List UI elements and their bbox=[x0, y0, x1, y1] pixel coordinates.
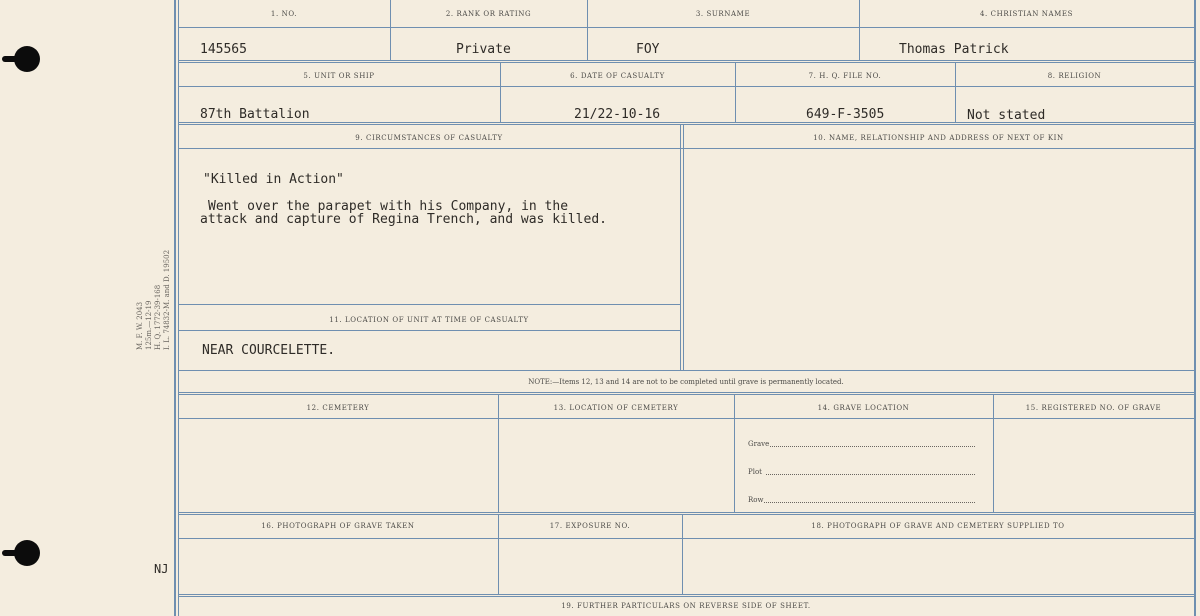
header-location: 11. LOCATION OF UNIT AT TIME OF CASUALTY bbox=[329, 316, 529, 324]
circumstances-line-3: attack and capture of Regina Trench, and was killed. bbox=[200, 212, 607, 227]
rule bbox=[178, 514, 1194, 515]
rule bbox=[178, 394, 1194, 395]
header-date: 6. DATE OF CASUALTY bbox=[570, 72, 665, 80]
header-religion: 8. RELIGION bbox=[1047, 72, 1102, 80]
row-label: Row bbox=[748, 496, 764, 504]
rule bbox=[680, 124, 681, 370]
rule bbox=[178, 62, 1194, 63]
rule bbox=[178, 27, 1194, 28]
header-rank: 2. RANK OR RATING bbox=[445, 10, 532, 18]
rule bbox=[178, 330, 680, 331]
side-print-info bbox=[136, 250, 172, 350]
surname: FOY bbox=[636, 42, 660, 57]
rule bbox=[735, 62, 736, 122]
header-exposure: 17. EXPOSURE NO. bbox=[549, 522, 631, 530]
location-of-unit: NEAR COURCELETTE. bbox=[202, 343, 336, 358]
header-photo-taken: 16. PHOTOGRAPH OF GRAVE TAKEN bbox=[261, 522, 415, 530]
punch-hole-bottom-tab bbox=[2, 550, 18, 556]
religion: Not stated bbox=[967, 108, 1046, 123]
plot-label: Plot bbox=[748, 468, 762, 476]
circumstances-line-2: Went over the parapet with his Company, in the bbox=[208, 199, 569, 214]
unit: 87th Battalion bbox=[200, 107, 310, 122]
side-print-line: 125m.—12-19 bbox=[145, 300, 153, 350]
side-print-line: M. F. W. 2043 bbox=[136, 301, 144, 350]
rule bbox=[955, 62, 956, 122]
hq-file-number: 649-F-3505 bbox=[806, 107, 885, 122]
rule bbox=[859, 0, 860, 60]
header-next-of-kin: 10. NAME, RELATIONSHIP AND ADDRESS OF NEXT OF KIN bbox=[813, 134, 1064, 142]
header-grave-location: 14. GRAVE LOCATION bbox=[817, 404, 910, 412]
punch-hole-top-tab bbox=[2, 56, 18, 62]
note: NOTE:—Items 12, 13 and 14 are not to be completed until grave is permanently located. bbox=[528, 378, 844, 386]
rule bbox=[178, 538, 1194, 539]
header-circumstances: 9. CIRCUMSTANCES OF CASUALTY bbox=[355, 134, 503, 142]
rule bbox=[178, 370, 1194, 371]
header-unit: 5. UNIT OR SHIP bbox=[303, 72, 375, 80]
rule bbox=[178, 596, 1194, 597]
rule bbox=[178, 418, 1194, 419]
header-registered-no: 15. REGISTERED NO. OF GRAVE bbox=[1025, 404, 1162, 412]
header-cemetery-location: 13. LOCATION OF CEMETERY bbox=[553, 404, 679, 412]
rule bbox=[500, 62, 501, 122]
rule bbox=[178, 304, 680, 305]
rule bbox=[178, 392, 1194, 393]
header-no: 1. NO. bbox=[270, 10, 298, 18]
rank: Private bbox=[456, 42, 511, 57]
side-print-line: H. Q. 1772-39-168 bbox=[154, 284, 162, 350]
header-cemetery: 12. CEMETERY bbox=[306, 404, 370, 412]
right-border bbox=[1194, 0, 1196, 616]
christian-names: Thomas Patrick bbox=[899, 42, 1009, 57]
rule bbox=[178, 594, 1194, 595]
service-number: 145565 bbox=[200, 42, 247, 57]
circumstances-line-1: "Killed in Action" bbox=[203, 172, 344, 187]
header-christian-names: 4. CHRISTIAN NAMES bbox=[979, 10, 1074, 18]
rule bbox=[178, 148, 1194, 149]
grave-label: Grave bbox=[748, 440, 770, 448]
rule bbox=[178, 60, 1194, 61]
rule bbox=[178, 512, 1194, 513]
row-dotted-line bbox=[764, 502, 975, 503]
plot-dotted-line bbox=[766, 474, 975, 475]
rule bbox=[390, 0, 391, 60]
date-of-casualty: 21/22-10-16 bbox=[574, 107, 661, 122]
footer-further-particulars: 19. FURTHER PARTICULARS ON REVERSE SIDE OF SHEET. bbox=[561, 602, 811, 610]
left-border bbox=[174, 0, 176, 616]
header-photo-supplied: 18. PHOTOGRAPH OF GRAVE AND CEMETERY SUPPLIED TO bbox=[811, 522, 1065, 530]
rule bbox=[178, 124, 1194, 125]
grave-dotted-line bbox=[770, 446, 975, 447]
rule bbox=[178, 86, 1194, 87]
rule bbox=[587, 0, 588, 60]
side-print-line: I. L. 74832-M. and D. 19502 bbox=[163, 249, 171, 350]
initials: NJ bbox=[154, 562, 169, 576]
header-file: 7. H. Q. FILE NO. bbox=[808, 72, 882, 80]
rule bbox=[683, 124, 684, 370]
header-surname: 3. SURNAME bbox=[695, 10, 751, 18]
